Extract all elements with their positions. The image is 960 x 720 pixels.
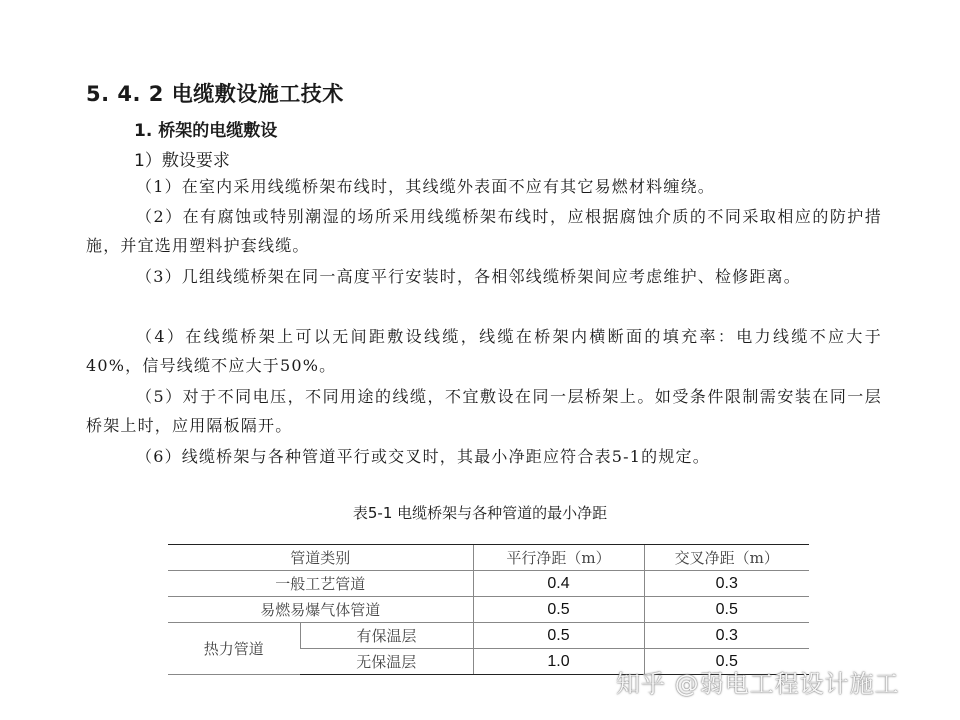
row-cross: 0.3	[644, 623, 809, 649]
row-cross: 0.5	[644, 649, 809, 675]
table-caption: 表5-1 电缆桥架与各种管道的最小净距	[352, 504, 608, 522]
table-header-row	[168, 545, 809, 571]
row-parallel: 0.4	[473, 571, 644, 597]
paragraph-5: （5）对于不同电压，不同用途的线缆，不宜敷设在同一层桥架上。如受条件限制需安装在同一层桥架上时，应用隔板隔开。	[86, 387, 882, 435]
paragraph-6: （6）线缆桥架与各种管道平行或交叉时，其最小净距应符合表5-1的规定。	[136, 447, 710, 466]
row-category: 易燃易爆气体管道	[168, 597, 473, 623]
row-cross: 0.5	[644, 597, 809, 623]
paragraph-1: （1）在室内采用线缆桥架布线时，其线缆外表面不应有其它易燃材料缠绕。	[136, 177, 715, 196]
clearance-table	[168, 544, 809, 675]
row-parallel: 0.5	[473, 597, 644, 623]
row-category: 一般工艺管道	[168, 571, 473, 597]
table-row	[168, 571, 809, 597]
section-heading: 5. 4. 2 电缆敷设施工技术	[86, 82, 344, 106]
header-parallel: 平行净距（m）	[473, 545, 644, 571]
header-category: 管道类别	[168, 545, 473, 571]
table-row	[168, 597, 809, 623]
requirements-heading: 1）敷设要求	[134, 151, 230, 171]
paragraph-3: （3）几组线缆桥架在同一高度平行安装时，各相邻线缆桥架间应考虑维护、检修距离。	[136, 267, 801, 286]
row-category: 热力管道	[168, 623, 300, 675]
row-subcategory: 有保温层	[300, 623, 473, 649]
zhihu-watermark: 知乎 @弱电工程设计施工	[616, 670, 900, 698]
subsection-heading: 1. 桥架的电缆敷设	[134, 121, 278, 141]
header-cross: 交叉净距（m）	[644, 545, 809, 571]
paragraph-2: （2）在有腐蚀或特别潮湿的场所采用线缆桥架布线时，应根据腐蚀介质的不同采取相应的防护措施，并宜选用塑料护套线缆。	[86, 207, 882, 255]
row-cross: 0.3	[644, 571, 809, 597]
table-row	[168, 623, 809, 649]
paragraph-4: （4）在线缆桥架上可以无间距敷设线缆，线缆在桥架内横断面的填充率：电力线缆不应大于40%，信号线缆不应大于50%。	[86, 327, 882, 375]
row-subcategory: 无保温层	[300, 649, 473, 675]
row-parallel: 1.0	[473, 649, 644, 675]
row-parallel: 0.5	[473, 623, 644, 649]
